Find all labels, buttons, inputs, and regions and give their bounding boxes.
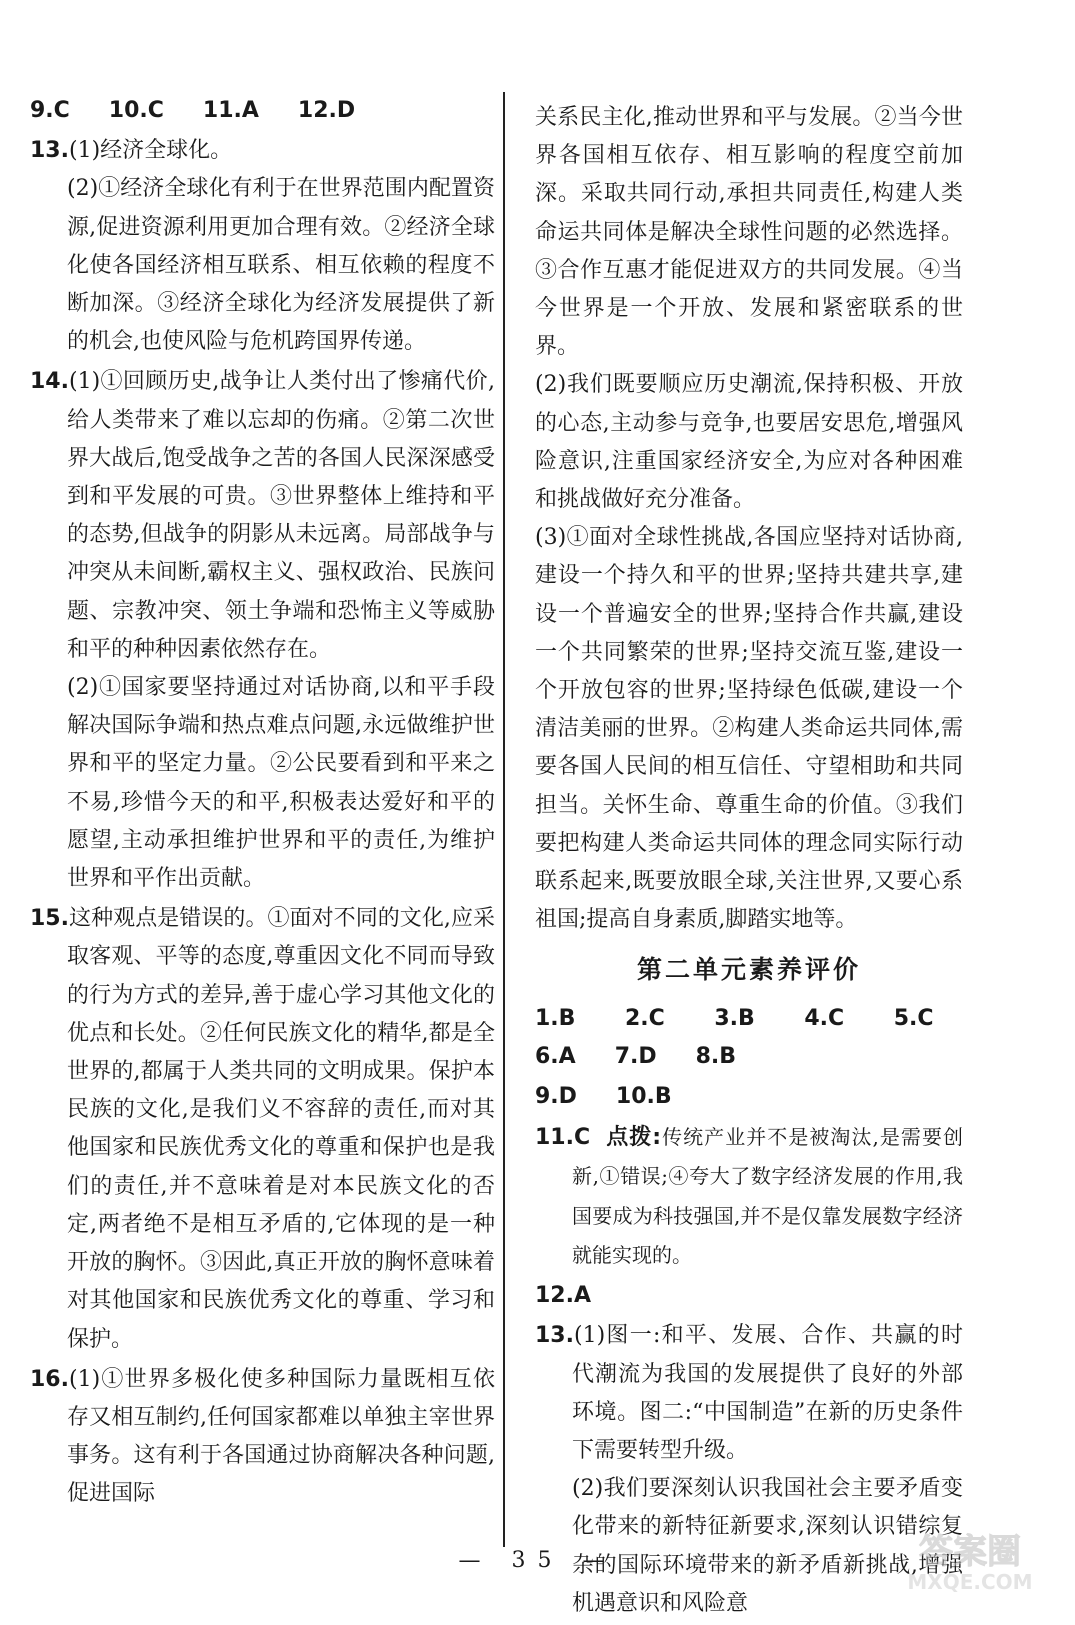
question-12 <box>535 1277 963 1315</box>
mcq-answer: 7.D <box>614 1043 657 1069</box>
page-number: — 35 — <box>458 1548 617 1573</box>
mcq-answer: 9.D <box>535 1084 577 1110</box>
mcq-answers-1-8 <box>535 1000 963 1076</box>
mcq-answer: 12.A <box>535 1283 591 1309</box>
mcq-answer: 8.B <box>695 1043 737 1069</box>
question-number: 13. <box>535 1323 574 1349</box>
mcq-answer: 12.D <box>297 98 356 123</box>
mcq-answer: 1.B <box>535 1005 576 1031</box>
answer-text: (1)①世界多极化使多种国际力量既相互依存又相互制约,任何国家都难以单独主宰世界事务。这有利于各国通过协商解决各种问题,促进国际 <box>67 1366 495 1507</box>
watermark-logo <box>880 1527 1060 1595</box>
q14-part2: (2)①国家要坚持通过对话协商,以和平手段解决国际争端和热点难点问题,永远做维护世界和平的坚定力量。②公民要看到和平来之不易,珍惜今天的和平,积极表达爱好和平的愿望,主动承担维护世界和平的责任,为维护世界和平作出贡献。 <box>67 675 495 892</box>
question-15 <box>30 900 495 1358</box>
q13-unit2-part1 <box>535 1317 963 1470</box>
question-13 <box>30 132 495 361</box>
mcq-answer: 4.C <box>804 1005 845 1031</box>
mcq-answer: 3.B <box>714 1005 755 1031</box>
mcq-answer: 6.A <box>535 1043 576 1069</box>
left-column <box>30 92 495 1516</box>
q15-part1 <box>30 900 495 1358</box>
watermark-text-bottom: MXQE.COM <box>907 1570 1033 1594</box>
question-number: 14. <box>30 369 69 395</box>
question-number: 15. <box>30 906 69 932</box>
question-number: 16. <box>30 1366 69 1392</box>
mcq-answer: 10.B <box>615 1084 672 1110</box>
answer-text: (1)经济全球化。 <box>68 138 233 164</box>
q13-part2: (2)①经济全球化有利于在世界范围内配置资源,促进资源利用更加合理有效。②经济全球化使各国经济相互联系、相互依赖的程度不断加深。③经济全球化为经济发展提供了新的机会,也使风险与危机跨国界传递。 <box>67 176 495 355</box>
question-16 <box>30 1361 495 1514</box>
answer-choice: C <box>573 1125 591 1151</box>
right-column <box>535 99 963 1625</box>
q16-part2: (2)我们既要顺应历史潮流,保持积极、开放的心态,主动参与竞争,也要居安思危,增强风险意识,注重国家经济安全,为应对各种困难和挑战做好充分准备。 <box>535 372 963 513</box>
question-number: 11. <box>535 1125 574 1151</box>
mcq-answer: 10.C <box>108 98 164 123</box>
answer-text: (1)图一:和平、发展、合作、共赢的时代潮流为我国的发展提供了良好的外部环境。图二:“中国制造”在新的历史条件下需要转型升级。 <box>572 1323 963 1463</box>
mcq-answer: 2.C <box>624 1005 665 1031</box>
answer-text: 这种观点是错误的。①面对不同的文化,应采取客观、平等的态度,尊重因文化不同而导致的行为方式的差异,善于虚心学习其他文化的优点和长处。②任何民族文化的精华,都是全世界的,都属于人类共同的文明成果。保护本民族的文化,是我们义不容辞的责任,而对其他国家和民族优秀文化的尊重和保护也是我们的责任,并不意味着是对本民族文化的否定,两者绝不是相互矛盾的,它体现的是一种开放的胸怀。③因此,真正开放的胸怀意味着对其他国家和民族优秀文化的尊重、学习和保护。 <box>67 906 495 1352</box>
watermark-text-top: 答案圈 <box>919 1532 1021 1572</box>
mcq-answer: 11.A <box>202 98 259 123</box>
mcq-answers-9-10 <box>535 1078 963 1116</box>
q14-part1 <box>30 363 495 669</box>
q11-answer <box>535 1118 963 1275</box>
question-11 <box>535 1118 963 1275</box>
mcq-answers-9-12 <box>30 92 495 130</box>
question-14 <box>30 363 495 898</box>
hint-text: 传统产业并不是被淘汰,是需要创新,①错误;④夸大了数字经济发展的作用,我国要成为科技强国,并不是仅靠发展数字经济就能实现的。 <box>572 1125 963 1267</box>
answer-text: (1)①回顾历史,战争让人类付出了惨痛代价,给人类带来了难以忘却的伤痛。②第二次世界大战后,饱受战争之苦的各国人民深深感受到和平发展的可贵。③世界整体上维持和平的态势,但战争的阴影从未远离。局部战争与冲突从未间断,霸权主义、强权政治、民族问题、宗教冲突、领土争端和恐怖主义等威胁和平的种种因素依然存在。 <box>67 369 495 662</box>
hint-label: 点拨: <box>606 1125 662 1151</box>
mcq-answer: 5.C <box>893 1005 934 1031</box>
q13-part1 <box>30 132 495 170</box>
column-divider <box>503 92 505 1547</box>
q16-part1 <box>30 1361 495 1514</box>
mcq-answer: 9.C <box>30 98 70 123</box>
section-title: 第二单元素养评价 <box>636 955 861 985</box>
q16-part1-continued: 关系民主化,推动世界和平与发展。②当今世界各国相互依存、相互影响的程度空前加深。采取共同行动,承担共同责任,构建人类命运共同体是解决全球性问题的必然选择。③合作互惠才能促进双方的共同发展。④当今世界是一个开放、发展和紧密联系的世界。 <box>535 105 963 360</box>
q16-part3: (3)①面对全球性挑战,各国应坚持对话协商,建设一个持久和平的世界;坚持共建共享,建设一个普遍安全的世界;坚持合作共赢,建设一个共同繁荣的世界;坚持交流互鉴,建设一个开放包容的世界;坚持绿色低碳,建设一个清洁美丽的世界。②构建人类命运共同体,需要各国人民间的相互信任、守望相助和共同担当。关怀生命、尊重生命的价值。③我们要把构建人类命运共同体的理念同实际行动联系起来,既要放眼全球,关注世界,又要心系祖国;提高自身素质,脚踏实地等。 <box>535 525 963 933</box>
question-number: 13. <box>30 138 69 164</box>
q13-unit2-part2: (2)我们要深刻认识我国社会主要矛盾变化带来的新特征新要求,深刻认识错综复杂的国际环境带来的新矛盾新挑战,增强机遇意识和风险意 <box>572 1476 963 1616</box>
